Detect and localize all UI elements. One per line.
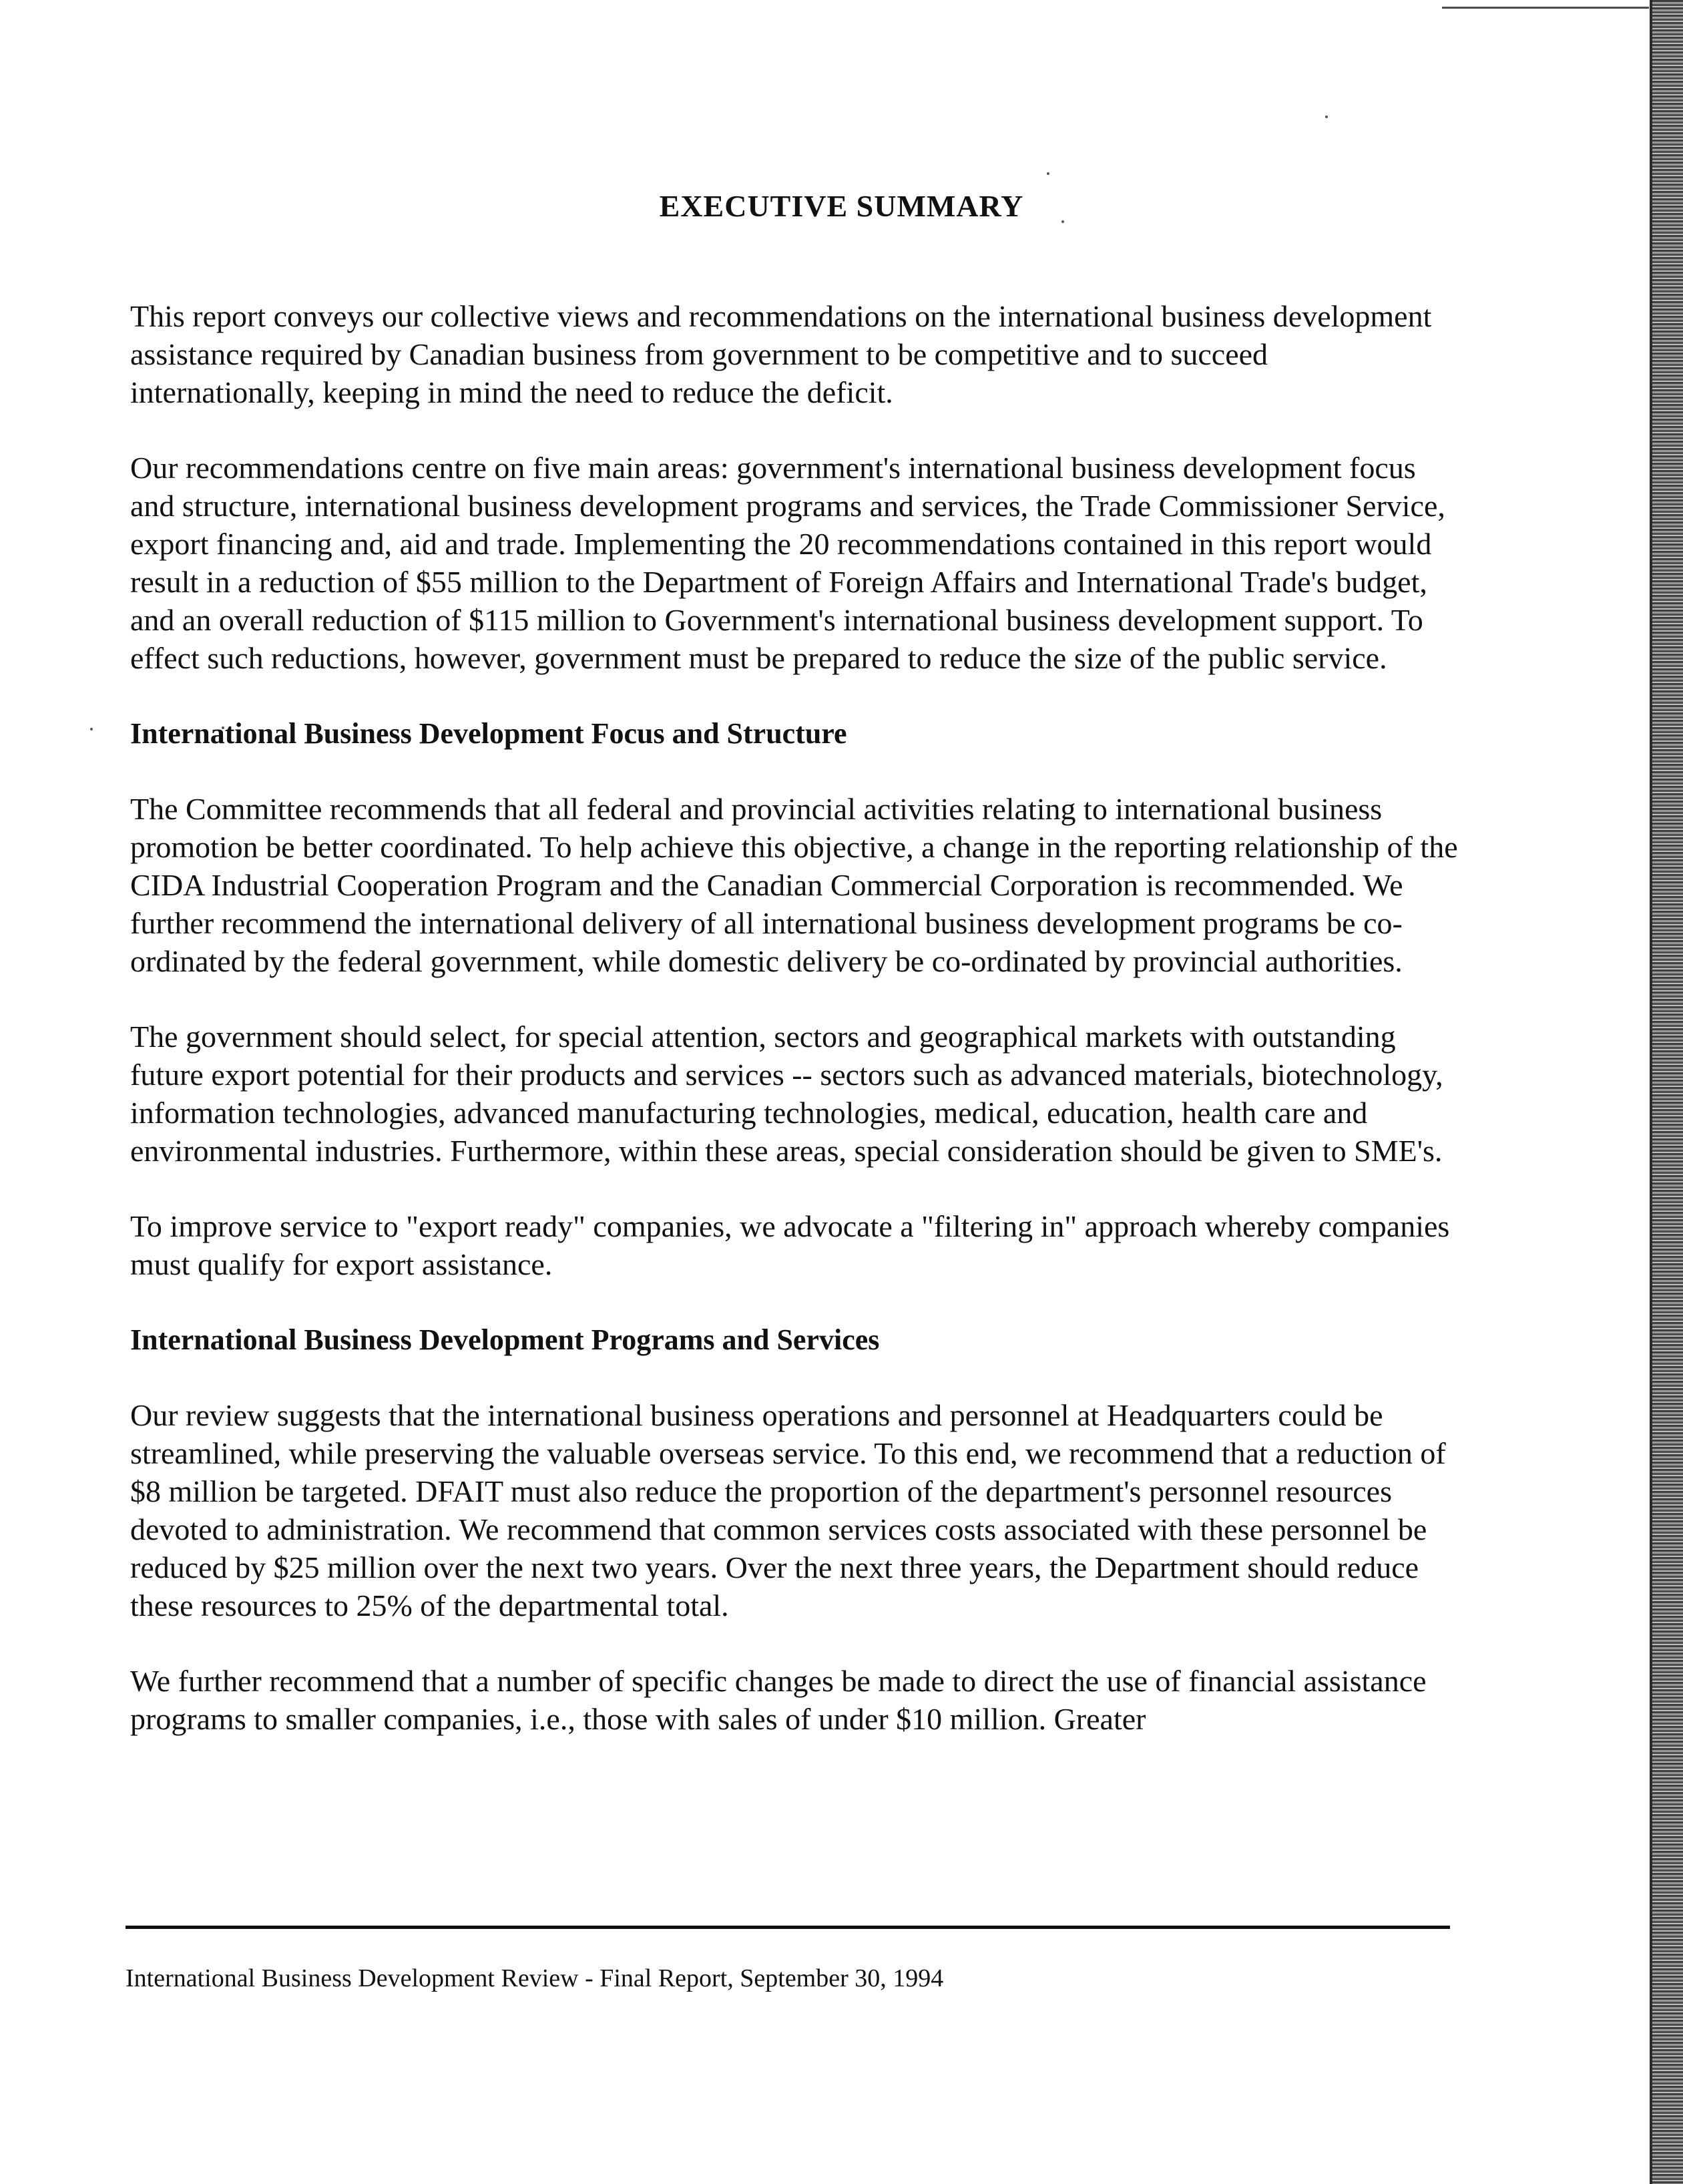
page-title: EXECUTIVE SUMMARY xyxy=(659,189,1024,223)
scan-speck xyxy=(1047,172,1049,175)
section-paragraph: To improve service to "export ready" companies, we advocate a "filtering in" approach whereby companies must qualify for export assistance. xyxy=(130,1209,1450,1281)
document-body xyxy=(130,297,1459,1738)
section-heading: International Business Development Programs and Services xyxy=(130,1323,880,1356)
section-heading: International Business Development Focus and Structure xyxy=(130,717,847,750)
intro-paragraph: Our recommendations centre on five main areas: government's international business development focus and structure, international business development programs and services, the Trade Commissioner Service, export financing and, aid and trade. Implementing the 20 recommendations contained in this report would result in a reduction of $55 million to the Department of Foreign Affairs and International Trade's budget, and an overall reduction of $115 million to Government's international business development support. To effect such reductions, however, government must be prepared to reduce the size of the public service. xyxy=(130,451,1445,675)
section-paragraph: Our review suggests that the international business operations and personnel at Headquarters could be streamlined, while preserving the valuable overseas service. To this end, we recommend that a reduction of $8 million be targeted. DFAIT must also reduce the proportion of the department's personnel resources devoted to administration. We recommend that common services costs associated with these personnel be reduced by $25 million over the next two years. Over the next three years, the Department should reduce these resources to 25% of the departmental total. xyxy=(130,1398,1446,1622)
scan-edge xyxy=(1652,0,1683,2184)
intro-paragraph: This report conveys our collective views and recommendations on the international business development assistance required by Canadian business from government to be competitive and to succeed internationally, keeping in mind the need to reduce the deficit. xyxy=(130,299,1432,409)
scan-top-rule xyxy=(1442,7,1649,9)
page-footer: International Business Development Review - Final Report, September 30, 1994 xyxy=(126,1964,944,1992)
scan-speck xyxy=(90,728,93,730)
section-paragraph: The Committee recommends that all federal and provincial activities relating to international business promotion be better coordinated. To help achieve this objective, a change in the reporting relationship of the CIDA Industrial Cooperation Program and the Canadian Commercial Corporation is recommended. We further recommend the international delivery of all international business development programs be co-ordinated by the federal government, while domestic delivery be co-ordinated by provincial authorities. xyxy=(130,792,1458,978)
footer-divider xyxy=(126,1926,1450,1929)
scan-speck xyxy=(1325,116,1328,118)
section-paragraph: The government should select, for special attention, sectors and geographical markets with outstanding future export potential for their products and services -- sectors such as advanced materials, biotechnology, information technologies, advanced manufacturing technologies, medical, education, health care and environmental industries. Furthermore, within these areas, special consideration should be given to SME's. xyxy=(130,1020,1443,1168)
section-paragraph: We further recommend that a number of specific changes be made to direct the use of financial assistance programs to smaller companies, i.e., those with sales of under $10 million. Greater xyxy=(130,1664,1427,1736)
